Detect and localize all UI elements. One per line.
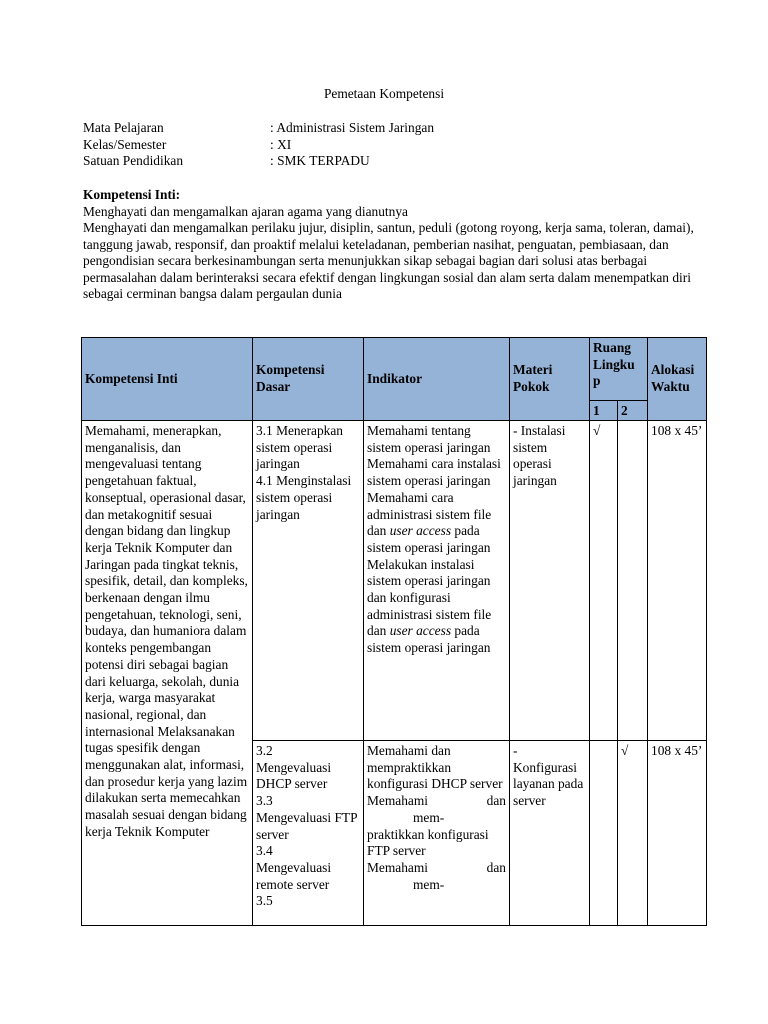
indikator-text: pada sistem operasi jaringan <box>367 623 491 656</box>
indikator-text: pada sistem operasi jaringan <box>367 523 491 555</box>
check-mark: √ <box>621 743 629 758</box>
alokasi-cell: 108 x 45’ <box>648 741 707 926</box>
indikator-italic: user access <box>389 523 452 539</box>
ruang-1-cell <box>590 421 618 741</box>
indikator-text: Memahami cara administrasi sistem file dan <box>367 489 492 539</box>
section-heading: Kompetensi Inti: <box>83 187 181 202</box>
indikator-item <box>367 557 506 657</box>
indikator-cell <box>364 421 510 741</box>
ki-paragraph: Menghayati dan mengamalkan ajaran agama yang dianutnya <box>83 203 408 219</box>
header-cell: Ruang Lingku p <box>590 338 648 401</box>
header-cell: Kompetensi Inti <box>82 338 253 421</box>
indikator-text: Melakukan instalasi sistem operasi jaringan dan konfigurasi administrasi sistem file dan <box>367 556 492 639</box>
ruang-2-cell <box>618 741 648 926</box>
indikator-item <box>367 490 506 557</box>
meta-value: : SMK TERPADU <box>270 153 370 168</box>
materi-text: - Konfigurasi layanan pada server <box>513 743 584 809</box>
header-cell: Materi Pokok <box>510 338 590 421</box>
header-cell: Alokasi Waktu <box>648 338 707 421</box>
indikator-item: praktikkan konfigurasi FTP server <box>367 826 489 859</box>
header-cell: 1 <box>590 401 618 421</box>
indikator-item: Memahami tentang sistem operasi jaringan <box>367 423 491 455</box>
materi-cell: - Instalasi sistem operasi jaringan <box>510 421 590 741</box>
kompetensi-inti-section <box>83 187 698 303</box>
competency-table <box>81 337 707 926</box>
indikator-cell <box>364 741 510 926</box>
table-row <box>82 421 707 741</box>
page-title: Pemetaan Kompetensi <box>323 86 445 101</box>
header-cell: Kompetensi Dasar <box>253 338 364 421</box>
ki-paragraph: Menghayati dan mengamalkan perilaku jujur, disiplin, santun, peduli (gotong royong, kerja sama, toleran, damai), tanggung jawab, responsif, dan proaktif melalui keteladanan, pemberian nasihat, penguatan, pembiasaan, dan pengondisian secara berkesinambungan serta menunjukkan sikap sebagai bagian dari solusi atas berbagai permasalahan dalam berinteraksi secara efektif dengan lingkungan sosial dan alam serta dalam menempatkan diri sebagai cerminan bangsa dalam pergaulan dunia <box>83 220 694 301</box>
meta-label: Kelas/Semester <box>83 136 167 152</box>
materi-cell <box>510 741 590 926</box>
alokasi-cell: 108 x 45’ <box>648 421 707 741</box>
ki-cell: Memahami, menerapkan, menganalisis, dan mengevaluasi tentang pengetahuan faktual, konseptual, operasional dasar, dan metakognitif sesuai dengan bidang dan lingkup kerja Teknik Komputer dan Jaringan pada tingkat teknis, spesifik, detail, dan kompleks, berkenaan dengan ilmu pengetahuan, teknologi, seni, budaya, dan humaniora dalam konteks pengembangan potensi diri sebagai bagian dari keluarga, sekolah, dunia kerja, warga masyarakat nasional, regional, dan internasional Melaksanakan tugas spesifik dengan menggunakan alat, informasi, dan prosedur kerja yang lazim dilakukan serta memecahkan masalah sesuai dengan bidang kerja Teknik Komputer <box>82 421 253 926</box>
indikator-item: Memahami dan <box>367 793 506 809</box>
table-header-row <box>82 338 707 401</box>
indikator-italic: user access <box>389 623 452 639</box>
meta-block <box>83 120 434 170</box>
kd-cell <box>253 741 364 926</box>
meta-label: Satuan Pendidikan <box>83 153 184 168</box>
kd-text: 3.1 Menerapkan sistem operasi jaringan 4.1 Menginstalasi sistem operasi jaringan <box>256 423 352 522</box>
header-cell: 2 <box>618 401 648 421</box>
indikator-item: Memahami cara instalasi sistem operasi jaringan <box>367 456 501 489</box>
check-mark: √ <box>593 423 601 438</box>
indikator-item: mem- <box>413 809 445 825</box>
meta-row-school <box>83 153 434 170</box>
kd-text: 3.2 Mengevaluasi DHCP server 3.3 Mengevaluasi FTP server 3.4 Mengevaluasi remote server 3.5 <box>256 743 358 909</box>
indikator-item: mem- <box>413 876 445 892</box>
meta-row-subject <box>83 120 434 137</box>
meta-value: : Administrasi Sistem Jaringan <box>270 120 435 135</box>
meta-label: Mata Pelajaran <box>83 120 164 135</box>
kd-cell <box>253 421 364 741</box>
header-cell: Indikator <box>364 338 510 421</box>
indikator-item: Memahami dan <box>367 859 506 875</box>
ruang-1-cell <box>590 741 618 926</box>
meta-value: : XI <box>270 136 292 152</box>
indikator-item: Memahami dan mempraktikkan konfigurasi DHCP server <box>367 743 503 792</box>
ruang-2-cell <box>618 421 648 741</box>
meta-row-class <box>83 137 434 154</box>
